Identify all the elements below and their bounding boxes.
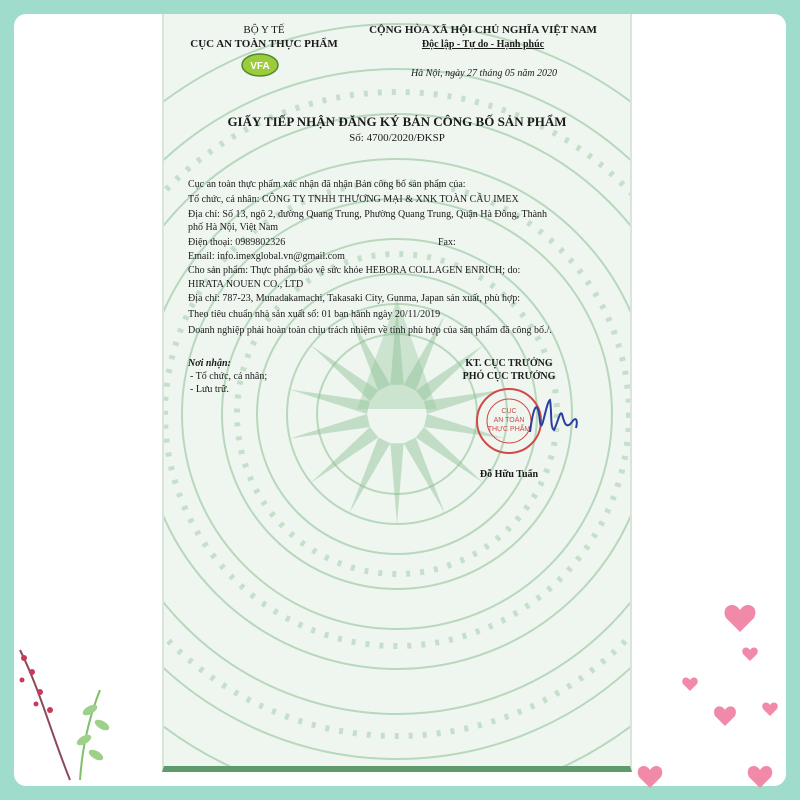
email-line: Email: info.imexglobal.vn@gmail.com xyxy=(188,251,345,262)
address-line-1: Địa chỉ: Số 13, ngõ 2, đường Quang Trung, Phường Quang Trung, Quận Hà Đông, Thành xyxy=(188,209,548,220)
organization-line: Tổ chức, cá nhân: CÔNG TY TNHH THƯƠNG MẠI & XNK TOÀN CẦU IMEX xyxy=(188,194,519,205)
document-title: GIẤY TIẾP NHẬN ĐĂNG KÝ BẢN CÔNG BỐ SẢN PHẨM xyxy=(227,114,567,129)
svg-text:VFA: VFA xyxy=(250,61,270,72)
handwritten-signature xyxy=(524,392,584,442)
branch-decoration xyxy=(10,640,120,790)
address-line-2: phố Hà Nội, Việt Nam xyxy=(188,222,279,233)
stamp-text-3: THỰC PHẨM xyxy=(487,426,531,433)
date-line: Hà Nội, ngày 27 tháng 05 năm 2020 xyxy=(410,68,558,79)
hearts-decoration xyxy=(630,590,790,790)
recipient-item: - Lưu trữ. xyxy=(190,384,229,395)
signer-name: Đỗ Hữu Tuấn xyxy=(479,469,539,480)
standard-line: Theo tiêu chuẩn nhà sản xuất số: 01 ban hành ngày 20/11/2019 xyxy=(188,309,441,320)
stamp-text-1: CỤC xyxy=(501,408,517,415)
nation-motto: Độc lập - Tự do - Hạnh phúc xyxy=(421,39,545,50)
phone-line: Điện thoại: 0989802326 xyxy=(188,237,286,248)
product-line-2: HIRATA NOUEN CO., LTD xyxy=(188,279,304,290)
signature-title-2: PHÓ CỤC TRƯỞNG xyxy=(462,371,556,382)
intro-line: Cục an toàn thực phẩm xác nhận đã nhận Bản công bố sản phẩm của: xyxy=(188,179,466,190)
vfa-logo xyxy=(240,52,280,78)
signature-title-1: KT. CỤC TRƯỞNG xyxy=(465,358,553,369)
nation-name: CỘNG HÒA XÃ HỘI CHỦ NGHĨA VIỆT NAM xyxy=(369,24,597,36)
fax-line: Fax: xyxy=(438,237,456,248)
ministry-name: BỘ Y TẾ xyxy=(243,24,285,36)
document-number: Số: 4700/2020/ĐKSP xyxy=(349,132,445,144)
maker-address-line: Địa chỉ: 787-23, Munadakamachi, Takasaki City, Gunma, Japan sản xuất, phù hợp: xyxy=(188,293,521,304)
department-name: CỤC AN TOÀN THỰC PHẨM xyxy=(190,38,338,50)
recipients-heading: Nơi nhận: xyxy=(188,358,231,369)
recipient-item: - Tổ chức, cá nhân; xyxy=(190,371,268,382)
certificate-document xyxy=(162,14,632,772)
product-line-1: Cho sản phẩm: Thực phẩm bảo vệ sức khỏe HEBORA COLLAGEN ENRICH; do: xyxy=(188,265,521,276)
responsibility-line: Doanh nghiệp phải hoàn toàn chịu trách nhiệm về tính phù hợp của sản phẩm đã công bố./. xyxy=(188,325,552,336)
stamp-text-2: AN TOÀN xyxy=(493,417,525,424)
